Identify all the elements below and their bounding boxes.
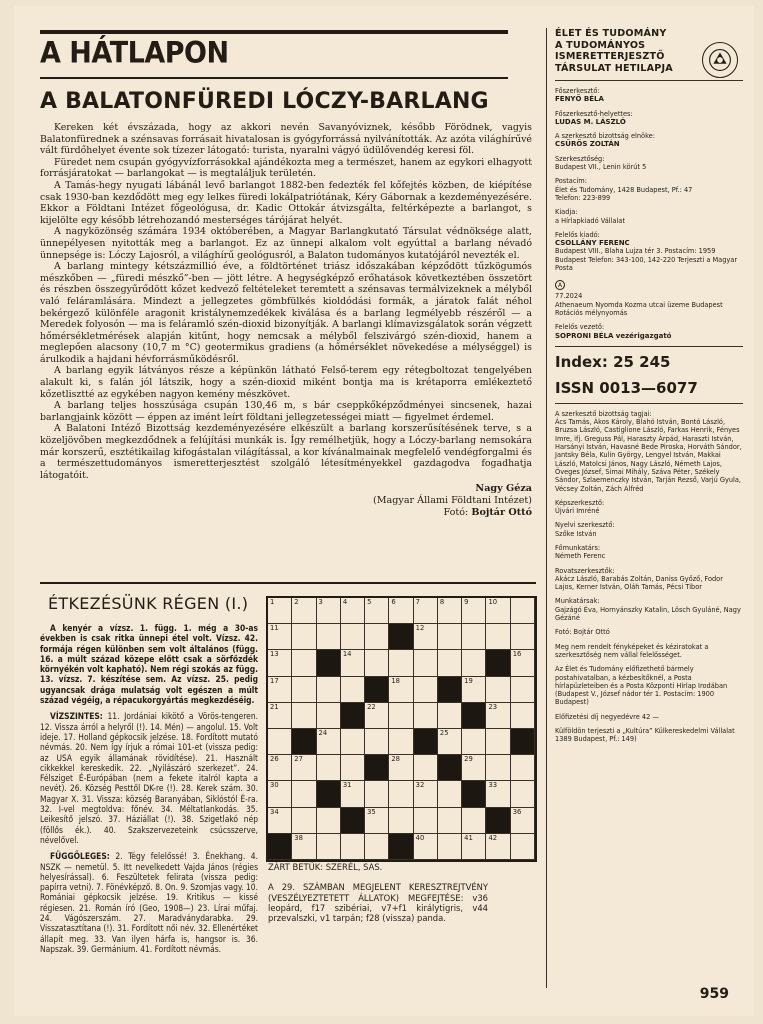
crossword-cell [486, 729, 510, 755]
cell-number: 36 [512, 807, 522, 816]
paragraph: A nagyközönség számára 1934 októberében, a Magyar Barlangkutató Társulat védnöksége alatt, ünnepélyesen nyitották meg a barlangot. Ez az ünnepi alkalom volt egyúttal a barlang névadó ünnepsége is: Lóczy Lajosról, a világhírű geológusról, a Balaton tudományos kutatójáról nevezték el. [40, 226, 532, 261]
cell-number: 3 [318, 598, 323, 606]
crossword-cell [486, 624, 510, 650]
crossword-cell [389, 703, 413, 729]
cell-number: 31 [342, 781, 352, 790]
crossword-cell [317, 703, 341, 729]
top-rule [40, 30, 508, 34]
masthead-title: ÉLET ÉS TUDOMÁNY A TUDOMÁNYOS ISMERETTERJESZTŐ TÁRSULAT HETILAPJA [555, 28, 673, 74]
page-number: 959 [699, 986, 729, 1002]
crossword-cell [365, 650, 389, 676]
cell-number: 13 [270, 650, 279, 659]
cell-number: 26 [270, 755, 279, 764]
crossword-cell [414, 781, 438, 807]
paragraph: A barlang teljes hosszúsága csupán 130,46 m, s bár cseppkőképződményei sincsenek, hazai barlangjaink között — éppen az imént leírt földtani jellegzetességei miatt — figyelmet érdemel. [40, 400, 532, 423]
crossword-cell [414, 650, 438, 676]
crossword-cell [462, 677, 486, 703]
cell-number: 14 [342, 650, 352, 659]
crossword-cell [389, 650, 413, 676]
crossword-cell [268, 781, 292, 807]
crossword-cell [462, 834, 486, 860]
crossword-cell [292, 624, 316, 650]
cell-number: 16 [512, 650, 522, 659]
crossword-cell [414, 703, 438, 729]
crossword-cell [365, 729, 389, 755]
crossword-cell [341, 834, 365, 860]
crossword-cell [438, 650, 462, 676]
crossword-intro: A kenyér a vízsz. 1. függ. 1. még a 30-as években is csak ritka ünnepi étel volt. Vízsz. 42. formája régen különben sem volt általános (függ. 16. a múlt század közepe előtt csak a sörfőzdék környékén volt kapható). Nem régi szokás az függ. 13. vízsz. 7. készítése sem. Az vízsz. 25. pedig ugyancsak drága mulatság volt egészen a múlt század végéig, a répacukorgyártás megkezdéséig. [40, 623, 258, 706]
section-heading: A HÁTLAPON [40, 36, 229, 71]
crossword-cell [462, 703, 486, 729]
crossword-cell [317, 781, 341, 807]
cell-number: 23 [488, 702, 498, 711]
crossword-cell [341, 598, 365, 624]
crossword-cell [268, 650, 292, 676]
crossword-cell [341, 677, 365, 703]
crossword-cell [486, 808, 510, 834]
issn-number: ISSN 0013—6077 [555, 378, 698, 397]
board-list: A szerkesztő bizottság tagjai: Ács Tamás, Ákos Károly, Blahó István, Bontó László, Bruzsa László, Castiglione László, Farkas Henrik, Fényes Imre, ifj. Greguss Pál, Haraszty Árpád, Haraszti István, Harsányi István, Havasné Bede Piroska, Horváth Sándor, Jantsky Béla, Kulin György, Lengyel István, Makkai László, Matolcsi János, Nagy László, Németh Lajos, Öveges József, Simai Mihály, Száva Péter, Székely Sándor, Szlaemenczky István, Tarján Rezső, Varjú Gyula, Vécsey Zoltán, Zách Alfréd Képszerkesztő: Újvári Imréné Nyelvi szerkesztő: Szőke István Főmunkatárs: Németh Ferenc Rovatszerkesztők: Akácz László, Barabás Zoltán, Daniss Győző, Fodor Lajos, Kerner István, Oláh Tamás, Pécsi Tibor Munkatársak: Gajzágó Éva, Hornyánszky Katalin, Lösch Gyuláné, Nagy Gézáné Fotó: Bojtár Ottó Meg nem rendelt fényképeket és kéziratokat a szerkesztőség nem vállal felelősséget. Az Élet és Tudomány előfizethető bármely postahivatalban, a kézbesítőknél, a Posta hírlapüzleteiben és a Posta Központi Hírlap Irodában (Budapest V., József nádor tér 1. Postacím: 1900 Budapest) Előfizetési díj negyedévre 42 — Külföldön terjeszti a „Kultúra” Külkereskedelmi Vállalat 1389 Budapest, Pf.: 149) [555, 409, 742, 744]
index-number: Index: 25 245 [555, 352, 671, 371]
crossword-cell [268, 808, 292, 834]
cell-number: 27 [294, 755, 303, 764]
cell-number: 21 [270, 702, 279, 711]
crossword-cell [389, 598, 413, 624]
crossword-cell [438, 729, 462, 755]
crossword-cell [486, 834, 510, 860]
crossword-cell [486, 650, 510, 676]
crossword-cell [292, 677, 316, 703]
crossword-cell [438, 755, 462, 781]
crossword-cell [389, 834, 413, 860]
crossword-cell [414, 755, 438, 781]
cell-number: 11 [270, 624, 279, 633]
crossword-cell [511, 650, 535, 676]
crossword-cell [511, 677, 535, 703]
crossword-cell [462, 598, 486, 624]
divider [555, 80, 743, 81]
crossword-cell [317, 834, 341, 860]
crossword-cell [268, 834, 292, 860]
crossword-cell [511, 755, 535, 781]
cell-number: 28 [391, 755, 401, 764]
byline [40, 483, 532, 519]
cell-number: 17 [270, 676, 279, 685]
crossword-cell [389, 808, 413, 834]
cell-number: 33 [488, 781, 498, 790]
cell-number: 32 [415, 781, 425, 790]
paragraph: A Tamás-hegy nyugati lábánál levő barlangot 1882-ben fedezték fel kőfejtés közben, de kiépítése csak 1930-ban kezdődött meg egy lelkes füredi lokálpatriótának, Kéry Gábornak a kezdeményezésére. Ekkor a Földtani Intézet főgeológusa, dr. Kadic Ottokár átvizsgálta, feltérképezte a barlangot, s kijelölte egy később létrehozandó mesterséges tárójárat helyét. [40, 179, 532, 226]
crossword-cell [317, 755, 341, 781]
divider [555, 346, 743, 347]
section-rule [40, 77, 508, 79]
paragraph: A Balatoni Intéző Bizottság kezdeményezésére elkészült a barlang korszerűsítésének terve, s a közeljövőben megkezdődnek a felújítási munkák is. Így remélhetjük, hogy a Lóczy-barlang nemsokára már korszerű, esztétikailag kifogástalan világítással, a kor kívánalmainak megfelelő vendégforgalmi és a természettudományos ismeretterjesztést szolgáló létesítményekkel gazdagodva fogadhatja látogatóit. [40, 423, 532, 481]
cell-number: 29 [464, 755, 473, 764]
crossword-cell [292, 703, 316, 729]
crossword-cell [414, 598, 438, 624]
staff-list: Főszerkesztő: FENYŐ BÉLA Főszerkesztő-helyettes: LUDAS M. LÁSZLÓ A szerkesztő bizottság elnöke: CSŰRÖS ZOLTÁN Szerkesztőség: Budapest VII., Lenin körút 5 Postacím: Élet és Tudomány, 1428 Budapest, Pf.: 47 Telefon: 223-899 Kiadja: a Hírlapkiadó Vállalat Felelős kiadó: CSOLLÁNY FERENC Budapest VIII., Blaha Lujza tér 3. Postacím: 1959 Budapest Telefon: 343-100, 142-220 Terjeszti a Magyar Posta A 77.2024 Athenaeum Nyomda Kozma utcai üzeme Budapest Rotációs mélynyomás Felelős vezető: SOPRONI BÉLA vezérigazgató [555, 87, 738, 340]
crossword-cell [268, 624, 292, 650]
crossword-cell [389, 624, 413, 650]
crossword-cell [292, 781, 316, 807]
crossword-cell [414, 729, 438, 755]
across-clues: VÍZSZINTES: 11. Jordániai kikötő a Vörös-tengeren. 12. Vissza árról a helyről (!). 14. Mén) — angolul. 15. Volt ideje. 17. Holland gépkocsik jelzése. 18. Fordított mutató névmás. 20. Nem így írjuk a római 101-et (vissza pedig: az USA egyik államának rövidítése). 21. Használt cikkekkel kereskedik. 22. „Nyilászáró szerkezet”. 24. Félsziget É-Európában (nem a fekete italról kapta a nevét). 26. Község Pesttől DK-re (!). 28. Kerek szám. 30. Magyar X. 31. Vissza: község Baranyában, Siklóstól É-ra. 32. I-vel megtoldva: főnév. 34. Méltatlankodás. 35. Leikesítő jelszó. 37. Háziállat (!). 38. Szigetlakó nép (föllős ék.). 40. Szakszervezeteink csúcsszerve, névelővel. [40, 711, 258, 845]
crossword-cell [486, 598, 510, 624]
crossword-cell [389, 677, 413, 703]
cell-number: 25 [439, 729, 449, 737]
crossword-cell [341, 650, 365, 676]
crossword-cell [341, 781, 365, 807]
crossword-cell [438, 598, 462, 624]
crossword-cell [438, 808, 462, 834]
previous-solution: A 29. SZÁMBAN MEGJELENT KERESZTREJTVÉNY (VESZÉLYEZTETETT ÁLLATOK) MEGFEJTÉSE: v36 leopárd, f17 szibériai, v7+f1 királytigris, v44 przevalszki, v1 tarpán; f28 (vissza) panda. [268, 882, 488, 924]
crossword-cell [341, 729, 365, 755]
crossword-cell [511, 834, 535, 860]
crossword-cell [365, 703, 389, 729]
cell-number: 22 [367, 702, 376, 711]
crossword-cell [511, 703, 535, 729]
crossword-cell [511, 729, 535, 755]
down-clues: FÜGGŐLEGES: 2. Tégy felelőssé! 3. Énekhang. 4. NSZK — nemetül. 5. Itt nevelkedett Vajda János (régies helyesírással). 6. Feszültetek felirata (vissza pedig: papírra vetni). 7. Fönévképző. 8. On. 9. Szomjas vagy. 10. Romániai gépkocsik jelzése. 19. Kritikus — kissé régiesen. 21. Román író (Geo, 1908—) 23. Lírai műfaj. 24. Vágószerszám. 27. Maradványdarabka. 29. Visszatasztítana (!). 31. Fordított női név. 32. Ellenértéket állapít meg. 33. Van ilyen hárfa is, hangsor is. 36. Napszak. 39. Germánium. 41. Fordított névmás. [40, 851, 258, 954]
crossword-cell [365, 834, 389, 860]
crossword-cell [365, 598, 389, 624]
cell-number: 8 [439, 598, 445, 606]
main-column [40, 30, 535, 519]
crossword-cell [268, 703, 292, 729]
cell-number: 2 [294, 598, 299, 606]
cell-number: 34 [270, 807, 279, 816]
closed-letters: ZÁRT BETŰK: SZERÉL, SAS. [268, 862, 383, 872]
crossword-cell [414, 624, 438, 650]
affiliation: (Magyar Állami Földtani Intézet) [372, 495, 532, 507]
cell-number: 42 [488, 833, 498, 842]
crossword-cell [365, 624, 389, 650]
crossword-cell [438, 834, 462, 860]
cell-number: 24 [318, 729, 328, 737]
crossword-title: ÉTKEZÉSÜNK RÉGEN (I.) [48, 594, 249, 613]
crossword-cell [486, 781, 510, 807]
cell-number: 4 [342, 598, 348, 606]
cell-number: 35 [367, 807, 376, 816]
crossword-cell [438, 703, 462, 729]
paragraph: Kereken két évszázada, hogy az akkori nevén Savanyóviznek, később Förödnek, vagyis Balatonfürednek a szénsavas forrásait hivatalosan is gyógyforrássá nyilvánították. Az azóta világhírűvé vált fürdőhelyet évente sok tízezer látogató: turista, nyaralni vágyó üdülővendég keresi föl. [40, 122, 532, 157]
cell-number: 10 [488, 598, 498, 606]
crossword-cell [341, 808, 365, 834]
crossword-cell [511, 598, 535, 624]
crossword-cell [365, 755, 389, 781]
cell-number: 41 [464, 833, 473, 842]
cell-number: 1 [270, 598, 275, 606]
crossword-cell [389, 729, 413, 755]
crossword-cell [389, 781, 413, 807]
crossword-grid [266, 596, 537, 862]
crossword-cell [438, 677, 462, 703]
paragraph: A barlang mintegy kétszázmillió éve, a földtörténet triász időszakában képződött tűzkögumós mészkőben — „füredi mészkő”-ben — jött létre. A hegységképző erőhatások következtében összetört és részben összegyűrődött kőzet kedvező feltételeket teremtett a szénsavas termálvizeknek a mélyből való feláramlására. Mindezt a jellegzetes gömbfülkés kioldódási formák, a járatok falát néhol bekérgező különféle aragonit kristálynemzedékek kiválása és a barlang legmélyebb részéről — a Meredek folyosón — ma is feláramló szén-dioxid bizonyítják. A barlangi klímavizsgálatok során végzett hőmérsékletmérések alapján kitűnt, hogy nemcsak a mélyből felszivárgó szén-dioxid, hanem a meglepően alacsony (10,7 m °C) geotermikus gradiens (a hőmérséklet növekedése a mélységgel) is árulkodik a hajdani hévforrásműködésről. [40, 261, 532, 365]
union-label-icon: A [555, 280, 565, 290]
article-title: A BALATONFÜREDI LÓCZY-BARLANG [40, 89, 489, 114]
crossword-cell [486, 755, 510, 781]
crossword-cell [438, 624, 462, 650]
crossword-cell [414, 808, 438, 834]
crossword-cell [511, 624, 535, 650]
crossword-cell [341, 703, 365, 729]
crossword-rule [40, 582, 536, 584]
crossword-cell [268, 677, 292, 703]
cell-number: 30 [270, 781, 279, 790]
crossword-cell [292, 729, 316, 755]
crossword-cell [268, 729, 292, 755]
crossword-cell [292, 755, 316, 781]
crossword-cell [462, 755, 486, 781]
crossword-cell [414, 834, 438, 860]
crossword-cell [389, 755, 413, 781]
crossword-cell [462, 650, 486, 676]
paragraph: A barlang egyik látványos része a képünkön látható Felső-terem egy rétegboltozat tengelyében alakult ki, s falán jól látszik, hogy a szén-dioxid miként bontja ma is krétaporra emlékeztető kőzetlisztté az egykében nagyon kemény mészkövet. [40, 365, 532, 400]
crossword-cell [292, 808, 316, 834]
cell-number: 12 [415, 624, 425, 633]
author: Nagy Géza [475, 483, 532, 495]
crossword-cell [462, 729, 486, 755]
society-logo-icon [702, 42, 738, 78]
crossword-cell [486, 677, 510, 703]
cell-number: 7 [415, 598, 420, 606]
crossword-cell [292, 598, 316, 624]
crossword-cell [511, 808, 535, 834]
crossword-cell [438, 781, 462, 807]
article-body [40, 122, 532, 481]
crossword-cell [317, 808, 341, 834]
crossword-cell [414, 677, 438, 703]
cell-number: 40 [415, 833, 425, 842]
crossword-cell [292, 650, 316, 676]
crossword-cell [462, 781, 486, 807]
crossword-cell [462, 624, 486, 650]
cell-number: 6 [391, 598, 396, 606]
crossword-cell [317, 677, 341, 703]
crossword-cell [317, 729, 341, 755]
cell-number: 38 [294, 833, 303, 842]
crossword-cell [365, 677, 389, 703]
crossword-extra [268, 862, 488, 933]
crossword-cell [341, 624, 365, 650]
divider [555, 403, 743, 404]
crossword-cell [486, 703, 510, 729]
crossword-cell [317, 624, 341, 650]
masthead-column [546, 28, 742, 988]
crossword-cell [292, 834, 316, 860]
crossword-cell [365, 808, 389, 834]
crossword-cell [268, 755, 292, 781]
crossword-cell [317, 650, 341, 676]
paragraph: Füredet nem csupán gyógyvízforrásokkal ajándékozta meg a természet, hanem az egykori elhagyott forrásjáratokat — barlangokat — is megtaláljuk területén. [40, 156, 532, 180]
photo-credit: Fotó: Bojtár Ottó [443, 507, 532, 519]
crossword-cell [462, 808, 486, 834]
cell-number: 19 [464, 676, 473, 685]
cell-number: 9 [464, 598, 469, 606]
cell-number: 5 [367, 598, 372, 606]
crossword-cell [317, 598, 341, 624]
crossword-clues [40, 623, 258, 960]
cell-number: 18 [391, 676, 401, 685]
crossword-cell [268, 598, 292, 624]
crossword-cell [341, 755, 365, 781]
crossword-cell [511, 781, 535, 807]
crossword-cell [365, 781, 389, 807]
